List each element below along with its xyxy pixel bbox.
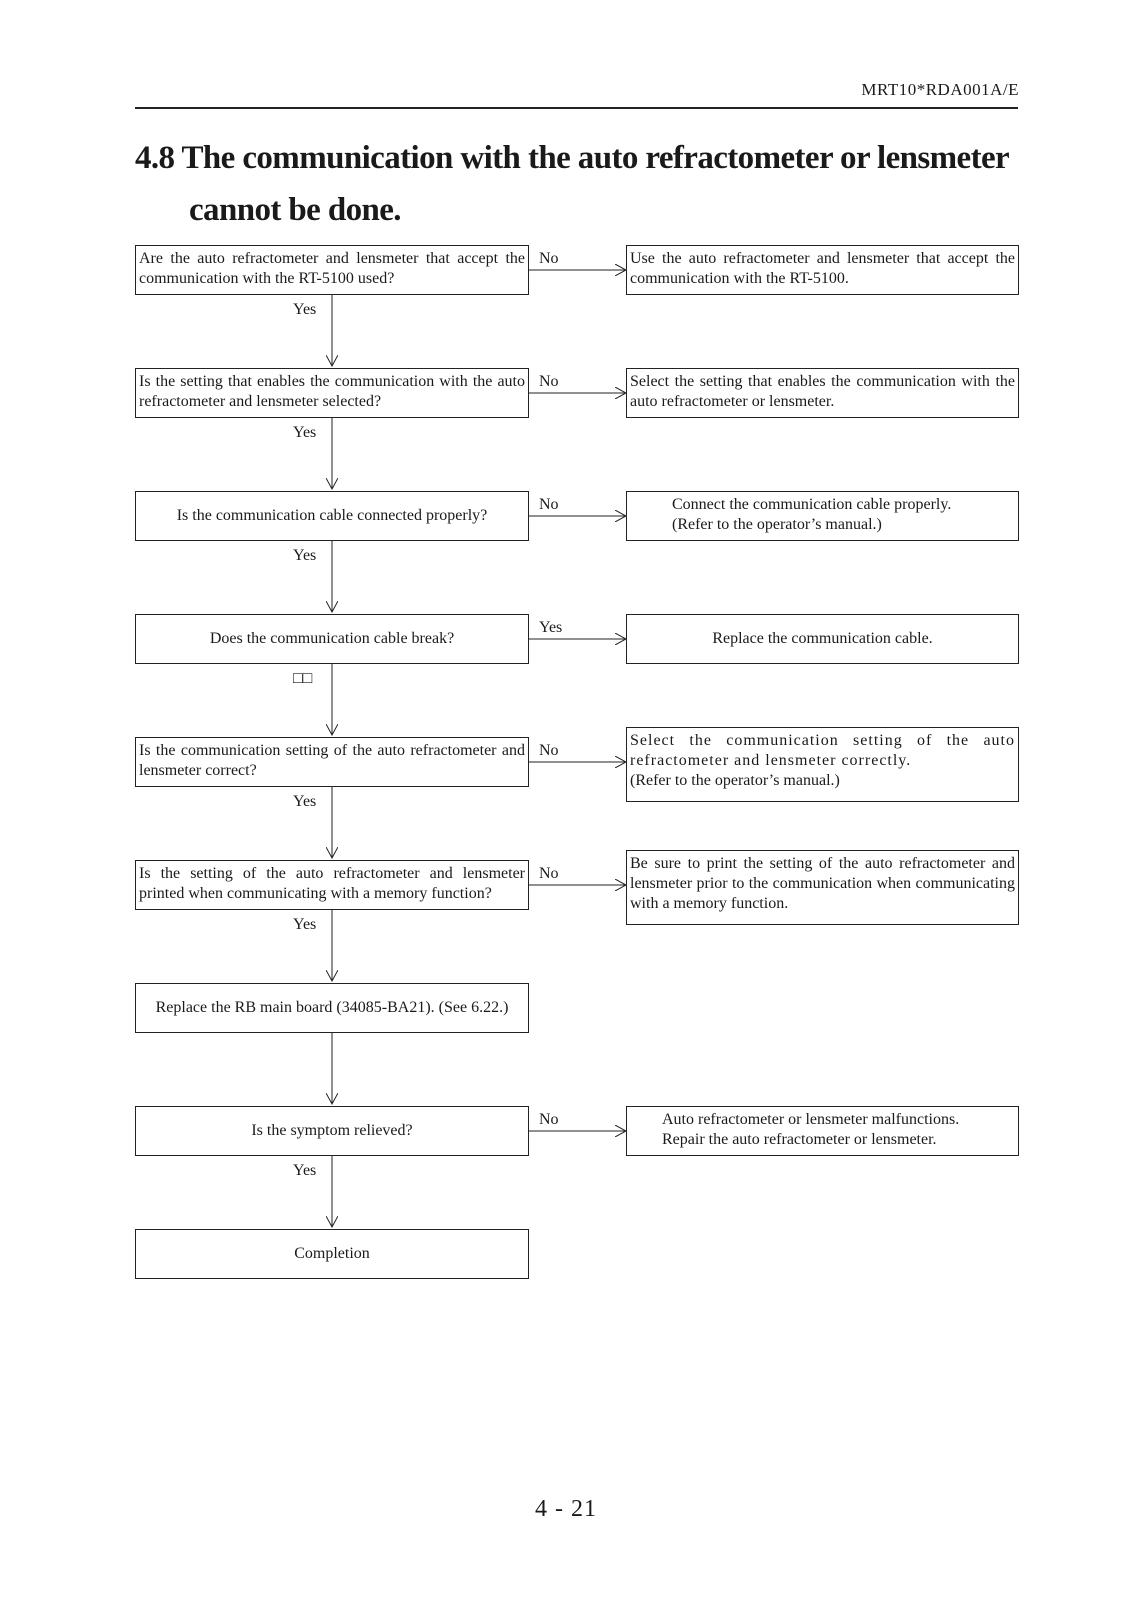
action-text-line1: Connect the communication cable properly. — [672, 496, 952, 513]
action-box-2 — [626, 368, 1019, 418]
branch-label: No — [539, 1111, 559, 1128]
section-title-line1: 4.8 The communication with the auto refractometer or lensmeter — [135, 140, 1010, 176]
action-box-8 — [626, 1106, 1019, 1156]
section-title — [135, 132, 1035, 236]
down-label: Yes — [293, 1162, 317, 1179]
action-note: (Refer to the operator’s manual.) — [630, 772, 840, 789]
action-text-line2: (Refer to the operator’s manual.) — [672, 516, 882, 533]
decision-box-1 — [135, 245, 529, 295]
instruction-box — [135, 983, 529, 1033]
decision-box-6 — [135, 860, 529, 910]
decision-text: Is the symptom relieved? — [251, 1122, 413, 1139]
branch-label: Yes — [539, 619, 563, 636]
document-id: MRT10*RDA001A/E — [861, 80, 1019, 99]
action-text: Select the setting that enables the communication with the auto refractometer or lensmeter. — [630, 373, 1015, 410]
instruction-text: Replace the RB main board (34085-BA21). (See 6.22.) — [155, 999, 509, 1016]
branch-label: No — [539, 742, 559, 759]
decision-box-4 — [135, 614, 529, 664]
action-box-4 — [626, 614, 1019, 664]
branch-label: No — [539, 496, 559, 513]
decision-box-8 — [135, 1106, 529, 1156]
action-text-line1: Auto refractometer or lensmeter malfunctions. — [662, 1111, 960, 1128]
down-label: Yes — [293, 916, 317, 933]
decision-box-5 — [135, 737, 529, 787]
action-box-6 — [626, 850, 1019, 925]
decision-box-2 — [135, 368, 529, 418]
action-text: Select the communication setting of the auto refractometer and lensmeter correctly. — [630, 732, 1015, 769]
section-title-line2: cannot be done. — [189, 192, 401, 228]
action-text: Replace the communication cable. — [712, 630, 933, 647]
branch-label: No — [539, 865, 559, 882]
down-label: □□ — [293, 670, 313, 687]
decision-text: Does the communication cable break? — [209, 630, 455, 647]
down-label: Yes — [293, 301, 317, 318]
action-text: Be sure to print the setting of the auto refractometer and lensmeter prior to the communication when communicating with a memory function. — [630, 855, 1015, 912]
completion-text: Completion — [294, 1245, 370, 1262]
decision-text: Is the communication cable connected properly? — [176, 507, 488, 524]
action-box-1 — [626, 245, 1019, 295]
down-label: Yes — [293, 793, 317, 810]
decision-text: Is the setting of the auto refractometer and lensmeter printed when communicating with a memory function? — [139, 865, 525, 902]
action-box-5 — [626, 727, 1019, 802]
decision-text: Is the setting that enables the communication with the auto refractometer and lensmeter selected? — [139, 373, 525, 410]
branch-label: No — [539, 373, 559, 390]
branch-label: No — [539, 250, 559, 267]
header-rule — [135, 107, 1018, 109]
down-label: Yes — [293, 547, 317, 564]
action-text-line2: Repair the auto refractometer or lensmeter. — [662, 1131, 937, 1148]
decision-text: Are the auto refractometer and lensmeter that accept the communication with the RT-5100 used? — [139, 250, 525, 287]
decision-text: Is the communication setting of the auto refractometer and lensmeter correct? — [139, 742, 525, 779]
completion-box — [135, 1229, 529, 1279]
action-text: Use the auto refractometer and lensmeter that accept the communication with the RT-5100. — [630, 250, 1015, 287]
action-box-3 — [626, 491, 1019, 541]
page-number: 4 - 21 — [535, 1496, 597, 1522]
down-label: Yes — [293, 424, 317, 441]
decision-box-3 — [135, 491, 529, 541]
